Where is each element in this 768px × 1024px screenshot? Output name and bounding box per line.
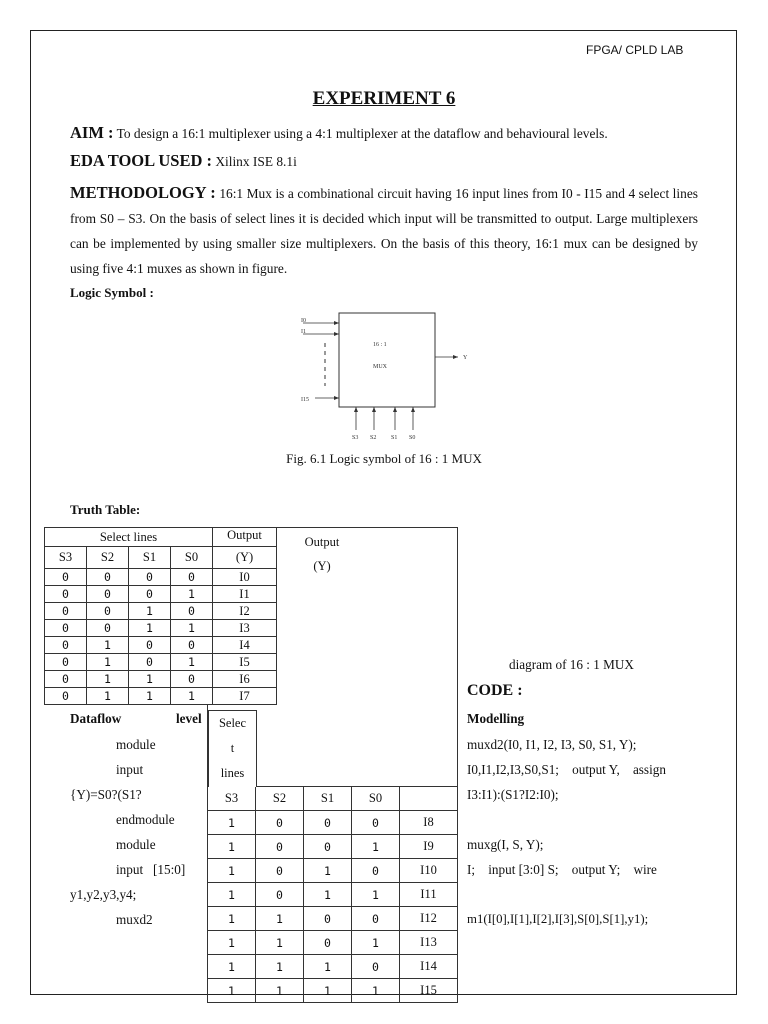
code-left-line-6: input [15:0] [116,862,186,877]
mux-name-label: MUX [373,364,388,370]
output-cell: I12 [400,907,458,931]
select-bit-cell: 0 [352,859,400,883]
select-bit-cell: 0 [171,603,213,620]
output-cell: I0 [213,569,277,586]
truth-table-row [208,907,458,931]
truth-table-row [208,859,458,883]
eda-line [70,151,698,171]
select-bit-cell: 1 [129,603,171,620]
code-left-line-2: input [116,762,144,777]
select-bit-cell: 0 [304,907,352,931]
col-s0-header: S0 [352,787,400,811]
code-right-line-3: I3:I1):(S1?I2:I0); [467,787,559,802]
col-s2: S2 [87,547,129,569]
select-bit-cell: 0 [129,586,171,603]
lab-header: FPGA/ CPLD LAB [586,43,684,57]
select-bit-cell: 1 [171,654,213,671]
select-bit-cell: 1 [352,931,400,955]
methodology-text: 16:1 Mux is a combinational circuit having 16 input lines from I0 - I15 and 4 select lines from S0 – S3. On the basis of select lines it is decided which input will be transmitted to output. Large multiplexers can be implemented by using smaller size multiplexers. On the basis of this theory, 16:1 mux can be designed by using five 4:1 muxes as shown in figure. [70,186,698,276]
col-s3: S3 [45,547,87,569]
input-i15-label: I15 [301,397,309,403]
select-bit-cell: 1 [208,883,256,907]
output-cell: I14 [400,955,458,979]
select-bit-cell: 0 [352,907,400,931]
truth-table-row [208,955,458,979]
truth-table-row [45,671,277,688]
select-bit-cell: 0 [87,620,129,637]
code-left-line-4: endmodule [116,812,175,827]
eda-text: Xilinx ISE 8.1i [215,154,297,169]
select-bit-cell: 0 [45,586,87,603]
select-bit-cell: 0 [304,811,352,835]
input-i0-label: I0 [301,318,306,324]
code-left-line-5: module [116,837,156,852]
output-cell: I5 [213,654,277,671]
truth-table-row [45,620,277,637]
truth-table-row [45,586,277,603]
dataflow-label: Dataflow [70,711,122,726]
truth-table-upper [44,527,277,705]
methodology-paragraph [70,180,698,281]
code-right-line-2: I0,I1,I2,I3,S0,S1; output Y, assign [467,762,666,777]
output-cell: I10 [400,859,458,883]
truth-table-label: Truth Table: [70,502,141,517]
select-bit-cell: 1 [87,654,129,671]
select-stack-1: Selec [218,716,247,730]
select-bit-cell: 0 [45,569,87,586]
truth-table-row [208,931,458,955]
page-title: EXPERIMENT 6 [312,88,456,109]
select-lines-stacked [208,710,257,787]
code-left-line-8: muxd2 [116,912,153,927]
select-stack-3: lines [220,766,245,780]
aim-label: AIM : [70,123,114,142]
select-bit-cell: 0 [129,637,171,654]
select-bit-cell: 0 [256,859,304,883]
select-bit-cell: 0 [45,654,87,671]
select-bit-cell: 1 [208,811,256,835]
select-bit-cell: 0 [352,811,400,835]
select-bit-cell: 1 [256,979,304,1003]
select-bit-cell: 1 [208,835,256,859]
select-bit-cell: 0 [45,603,87,620]
truth-table-row [45,603,277,620]
truth-table-row [208,883,458,907]
select-bit-cell: 1 [129,688,171,705]
code-right-line-6: m1(I[0],I[1],I[2],I[3],S[0],S[1],y1); [467,912,649,926]
select-bit-cell: 0 [87,603,129,620]
output-cell: I15 [400,979,458,1003]
select-s3-label: S3 [352,435,359,441]
truth-table-row [208,979,458,1003]
truth-table-row [45,688,277,705]
code-heading: CODE : [467,682,523,699]
select-s2-label: S2 [370,435,377,441]
truth-table-row [45,654,277,671]
col-s2-header: S2 [256,787,304,811]
output-cell: I7 [213,688,277,705]
select-bit-cell: 0 [171,569,213,586]
col-s1: S1 [129,547,171,569]
select-bit-cell: 0 [45,637,87,654]
select-bit-cell: 0 [45,671,87,688]
select-bit-cell: 1 [129,620,171,637]
code-left-line-1: module [116,737,156,752]
select-bit-cell: 0 [87,586,129,603]
select-bit-cell: 0 [256,835,304,859]
output-y-header: (Y) [213,547,277,569]
col-s0: S0 [171,547,213,569]
output-cell: I3 [213,620,277,637]
output-cell: I2 [213,603,277,620]
select-bit-cell: 1 [352,883,400,907]
dataflow-level-label: level [176,711,202,726]
input-i1-label: I1 [301,329,306,335]
select-bit-cell: 1 [171,620,213,637]
output-cell: I8 [400,811,458,835]
logic-symbol-diagram [295,308,485,443]
big-output-y: (Y) [313,559,331,573]
truth-table-row [208,811,458,835]
col-y-header [400,787,458,811]
col-s3-header: S3 [208,787,256,811]
select-bit-cell: 1 [171,586,213,603]
select-bit-cell: 1 [352,835,400,859]
mux-ratio-label: 16 : 1 [373,342,387,348]
select-lines-header: Select lines [45,528,213,547]
select-bit-cell: 1 [171,688,213,705]
output-cell: I1 [213,586,277,603]
select-bit-cell: 1 [208,859,256,883]
select-bit-cell: 0 [45,688,87,705]
output-cell: I4 [213,637,277,654]
logic-symbol-label: Logic Symbol : [70,285,154,300]
output-cell: I13 [400,931,458,955]
select-bit-cell: 1 [208,931,256,955]
select-bit-cell: 0 [256,811,304,835]
select-bit-cell: 1 [304,859,352,883]
output-cell: I11 [400,883,458,907]
diagram-caption: diagram of 16 : 1 MUX [509,657,634,672]
select-bit-cell: 0 [171,637,213,654]
output-header: Output [213,528,277,547]
select-stack-2: t [230,741,235,755]
select-bit-cell: 0 [304,931,352,955]
modelling-label: Modelling [467,711,525,726]
select-bit-cell: 1 [304,979,352,1003]
select-s1-label: S1 [391,435,398,441]
aim-text: To design a 16:1 multiplexer using a 4:1 multiplexer at the dataflow and behavioural levels. [116,126,608,141]
select-s0-label: S0 [409,435,416,441]
select-bit-cell: 0 [129,569,171,586]
output-cell: I6 [213,671,277,688]
select-bit-cell: 0 [352,955,400,979]
select-bit-cell: 1 [208,979,256,1003]
select-bit-cell: 1 [87,688,129,705]
select-bit-cell: 1 [352,979,400,1003]
select-bit-cell: 1 [256,955,304,979]
select-bit-cell: 0 [45,620,87,637]
eda-label: EDA TOOL USED : [70,151,212,170]
select-bit-cell: 1 [256,931,304,955]
select-bit-cell: 0 [256,883,304,907]
select-bit-cell: 1 [208,907,256,931]
select-bit-cell: 1 [87,671,129,688]
select-bit-cell: 0 [304,835,352,859]
select-bit-cell: 1 [304,955,352,979]
select-bit-cell: 1 [87,637,129,654]
truth-table-row [208,835,458,859]
code-right-line-1: muxd2(I0, I1, I2, I3, S0, S1, Y); [467,737,637,752]
code-right-line-4: muxg(I, S, Y); [467,837,544,852]
code-left-line-7: y1,y2,y3,y4; [70,887,137,902]
truth-table-row [45,637,277,654]
select-bit-cell: 0 [171,671,213,688]
figure-caption: Fig. 6.1 Logic symbol of 16 : 1 MUX [286,451,482,466]
select-bit-cell: 1 [304,883,352,907]
output-cell: I9 [400,835,458,859]
col-s1-header: S1 [304,787,352,811]
select-bit-cell: 1 [208,955,256,979]
output-y-label: Y [463,355,468,361]
aim-line [70,123,698,143]
code-left-line-3: {Y)=S0?(S1? [70,787,142,802]
big-output-label: Output [304,535,340,549]
methodology-label: METHODOLOGY : [70,183,216,202]
select-bit-cell: 0 [129,654,171,671]
select-bit-cell: 1 [129,671,171,688]
select-bit-cell: 0 [87,569,129,586]
truth-table-row [45,569,277,586]
select-bit-cell: 1 [256,907,304,931]
code-right-line-5: I; input [3:0] S; output Y; wire [467,862,657,877]
